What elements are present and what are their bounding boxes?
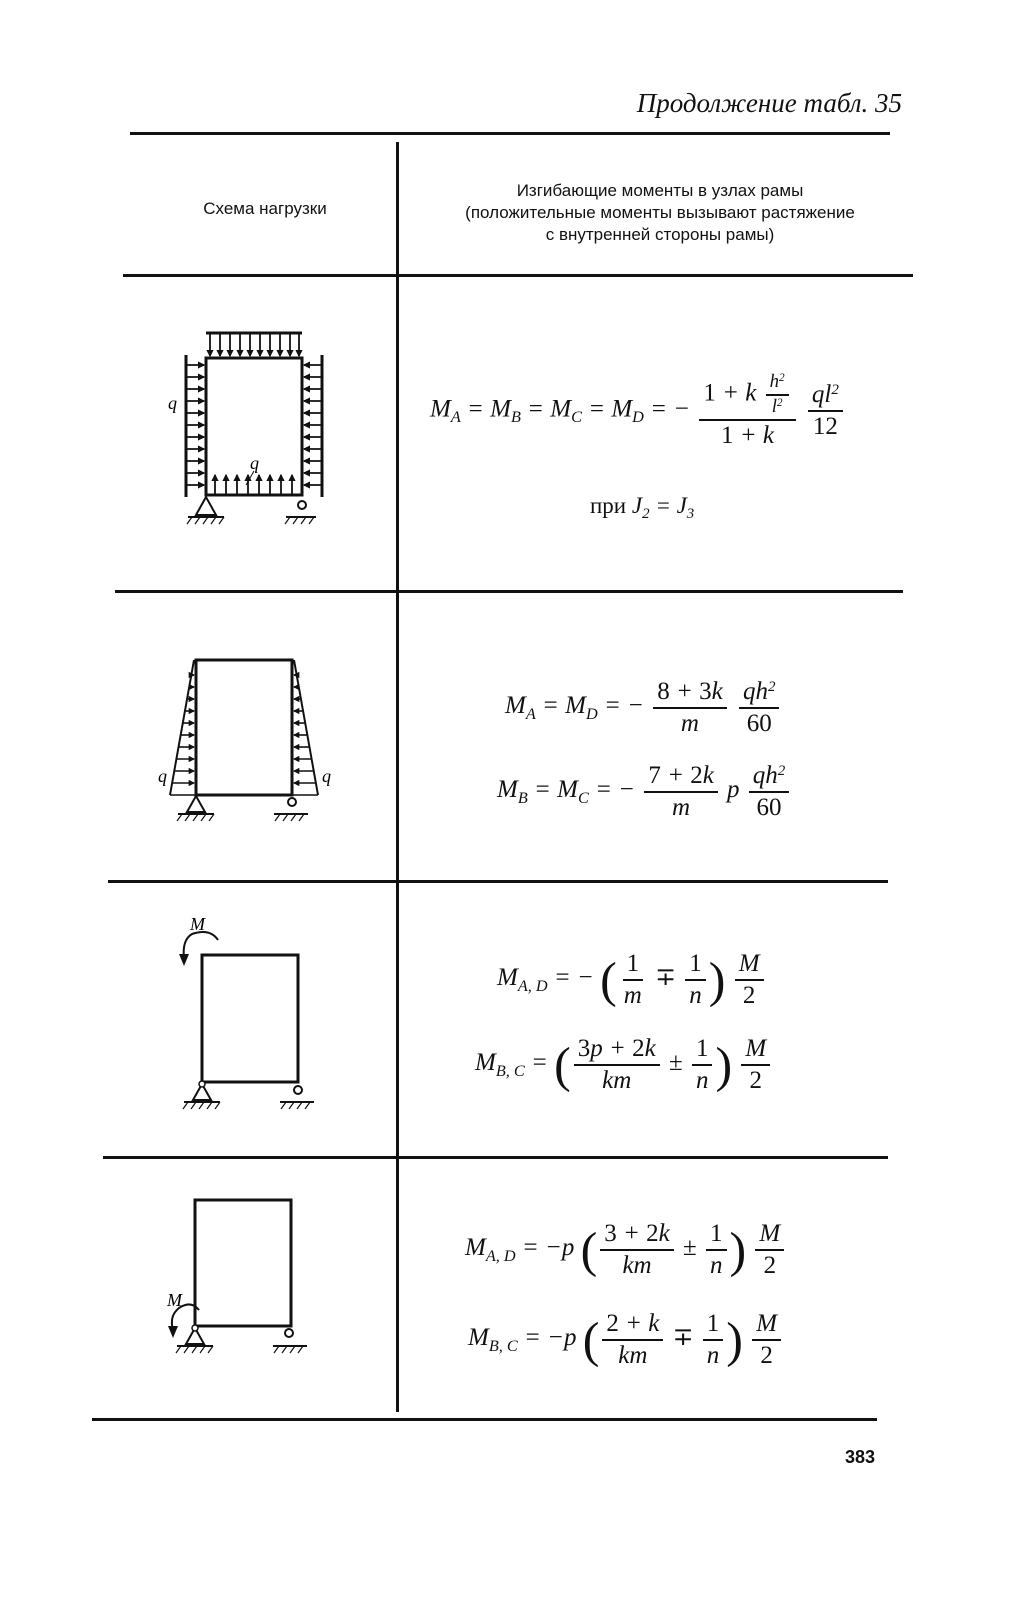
- scheme-uniform-all-sides: [160, 325, 360, 535]
- moment-label-M: M: [190, 914, 205, 934]
- header-load-scheme: Схема нагрузки: [203, 199, 327, 218]
- row-divider-1: [115, 590, 903, 593]
- scheme-moment-bottom-left: [155, 1190, 355, 1380]
- header-moments: [410, 180, 910, 246]
- table-bottom-rule: [92, 1418, 877, 1421]
- header-moments-line1: Изгибающие моменты в узлах рамы: [516, 181, 804, 200]
- formula-row3-ad: $M_{A, D}$ = − ( $\frac{1}{m}$ ∓ $\frac{1}{n}$ ) $\frac{M}{2}$: [497, 950, 767, 1009]
- load-label-q-right: q: [322, 766, 331, 786]
- table-top-rule: [130, 132, 890, 135]
- scheme-triangular-sides: [150, 650, 350, 830]
- header-moments-line2: (положительные моменты вызывают растяжение: [465, 203, 855, 222]
- formula-row1-condition: при $J_2 = J_3$: [590, 493, 695, 523]
- formula-row1: $M_A = M_B = M_C = M_D$ = − 1 + k $\frac{h^2}{l^2}$ 1 + k $\frac{ql^2}{12}$: [430, 372, 846, 449]
- formula-row2-bc: $M_B = M_C$ = − $\frac{7 + 2k}{m}$ p $\frac{qh^2}{60}$: [497, 762, 792, 821]
- formula-row4-ad: $M_{A, D} = -p$ ( $\frac{3 + 2k}{km}$ ± $\frac{1}{n}$ ) $\frac{M}{2}$: [465, 1220, 787, 1279]
- scheme-moment-top-left: [160, 910, 360, 1120]
- formula-row3-bc: $M_{B, C}$ = ( $\frac{3p + 2k}{km}$ ± $\frac{1}{n}$ ) $\frac{M}{2}$: [475, 1035, 773, 1094]
- header-moments-line3: с внутренней стороны рамы): [545, 225, 775, 244]
- load-label-q-side: q: [168, 393, 177, 413]
- row-divider-3: [103, 1156, 888, 1159]
- column-divider: [396, 142, 399, 1412]
- load-label-q-left: q: [158, 766, 167, 786]
- formula-row2-ad: $M_A = M_D$ = − $\frac{8 + 3k}{m}$ $\frac{qh^2}{60}$: [505, 678, 782, 737]
- header-bottom-rule: [123, 274, 913, 277]
- page-number: 383: [845, 1447, 876, 1467]
- formula-row4-bc: $M_{B, C} = -p$ ( $\frac{2 + k}{km}$ ∓ $\frac{1}{n}$ ) $\frac{M}{2}$: [468, 1310, 784, 1369]
- load-label-q-bottom: q: [250, 453, 259, 473]
- row-divider-2: [108, 880, 888, 883]
- moment-label-M: M: [167, 1290, 182, 1310]
- table-caption: Продолжение табл. 35: [636, 88, 902, 118]
